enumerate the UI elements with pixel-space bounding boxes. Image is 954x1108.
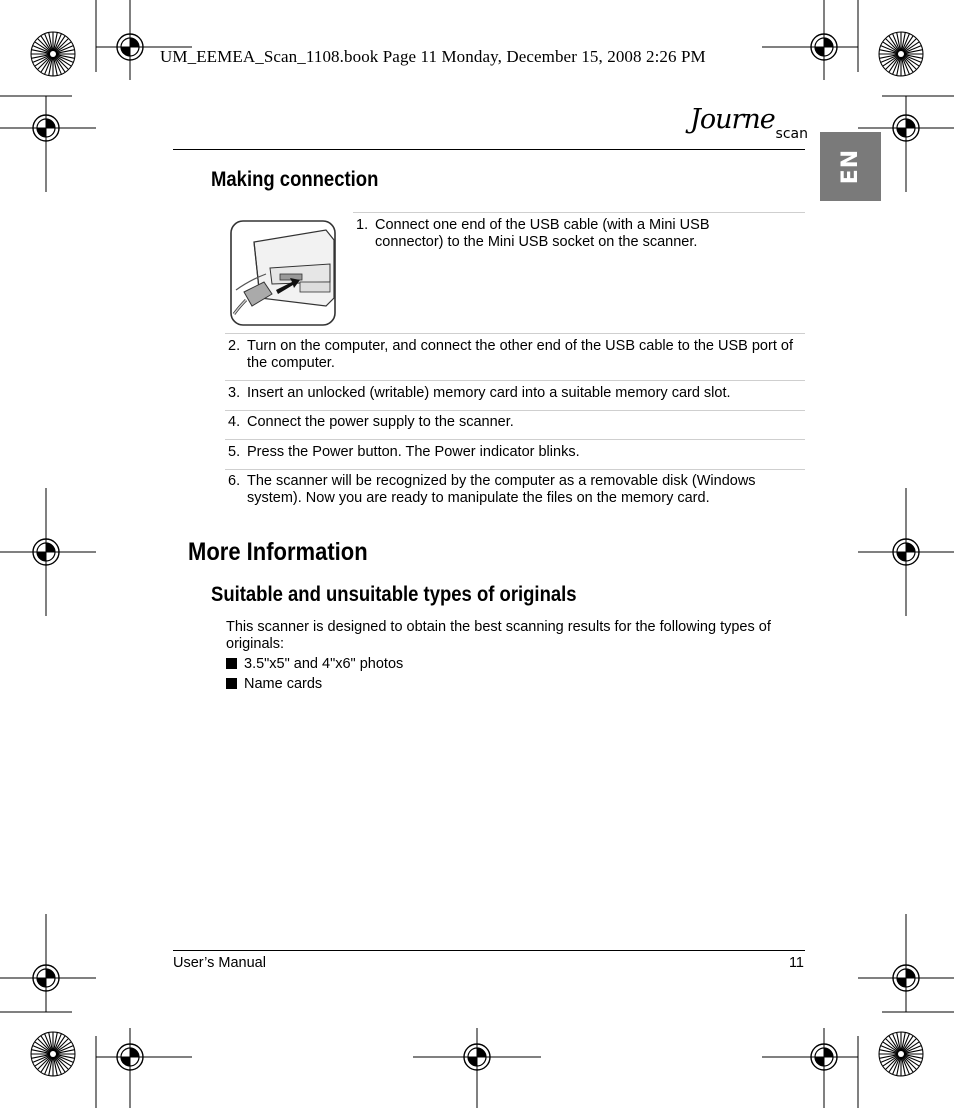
logo-sub-text: scan: [775, 126, 808, 142]
step-2: [228, 338, 803, 378]
print-header: UM_EEMEA_Scan_1108.book Page 11 Monday, December 15, 2008 2:26 PM: [160, 47, 706, 66]
logo-script-text: Journe: [690, 104, 775, 135]
usb-connection-illustration: [230, 220, 336, 326]
step-divider: [225, 410, 805, 411]
step-divider: [225, 439, 805, 440]
list-item: [226, 676, 322, 693]
step-divider: [353, 212, 805, 213]
section-heading-more-information: More Information: [188, 538, 368, 566]
step-1: [356, 217, 796, 257]
subsection-heading-originals: Suitable and unsuitable types of originals: [211, 583, 577, 606]
step-text: Connect one end of the USB cable (with a Mini USB connector) to the Mini USB socket on the scanner.: [375, 217, 710, 250]
step-text: The scanner will be recognized by the computer as a removable disk (Windows system). Now you are ready to manipulate the files on the memory card.: [247, 473, 756, 506]
header-rule: [173, 149, 805, 150]
step-number: 3.: [228, 385, 241, 401]
list-item-text: Name cards: [244, 676, 323, 692]
step-divider: [225, 469, 805, 470]
footer-rule: [173, 950, 805, 951]
step-number: 2.: [228, 338, 241, 354]
step-3: [228, 385, 803, 405]
step-divider: [225, 380, 805, 381]
step-divider: [225, 333, 805, 334]
step-5: [228, 444, 803, 464]
list-item-text: 3.5"x5" and 4"x6" photos: [244, 656, 404, 672]
step-4: [228, 414, 803, 434]
step-6: [228, 473, 803, 529]
footer-manual-title: User’s Manual: [173, 955, 266, 971]
language-tab: [820, 132, 881, 201]
step-text: Turn on the computer, and connect the other end of the USB cable to the USB port of the computer.: [247, 338, 793, 371]
list-item: [226, 656, 403, 673]
footer-page-number: 11: [788, 955, 804, 971]
square-bullet-icon: [226, 678, 237, 689]
step-number: 4.: [228, 414, 241, 430]
step-text: Insert an unlocked (writable) memory card into a suitable memory card slot.: [247, 385, 731, 401]
step-text: Connect the power supply to the scanner.: [247, 414, 514, 430]
step-number: 6.: [228, 473, 241, 489]
originals-intro: This scanner is designed to obtain the best scanning results for the following types of originals:: [226, 619, 771, 652]
section-heading-making-connection: Making connection: [211, 168, 379, 191]
language-tab-label: EN: [837, 148, 863, 185]
journe-scan-logo: [686, 104, 808, 150]
step-number: 5.: [228, 444, 241, 460]
square-bullet-icon: [226, 658, 237, 669]
step-number: 1.: [356, 217, 369, 233]
step-text: Press the Power button. The Power indicator blinks.: [247, 444, 580, 460]
